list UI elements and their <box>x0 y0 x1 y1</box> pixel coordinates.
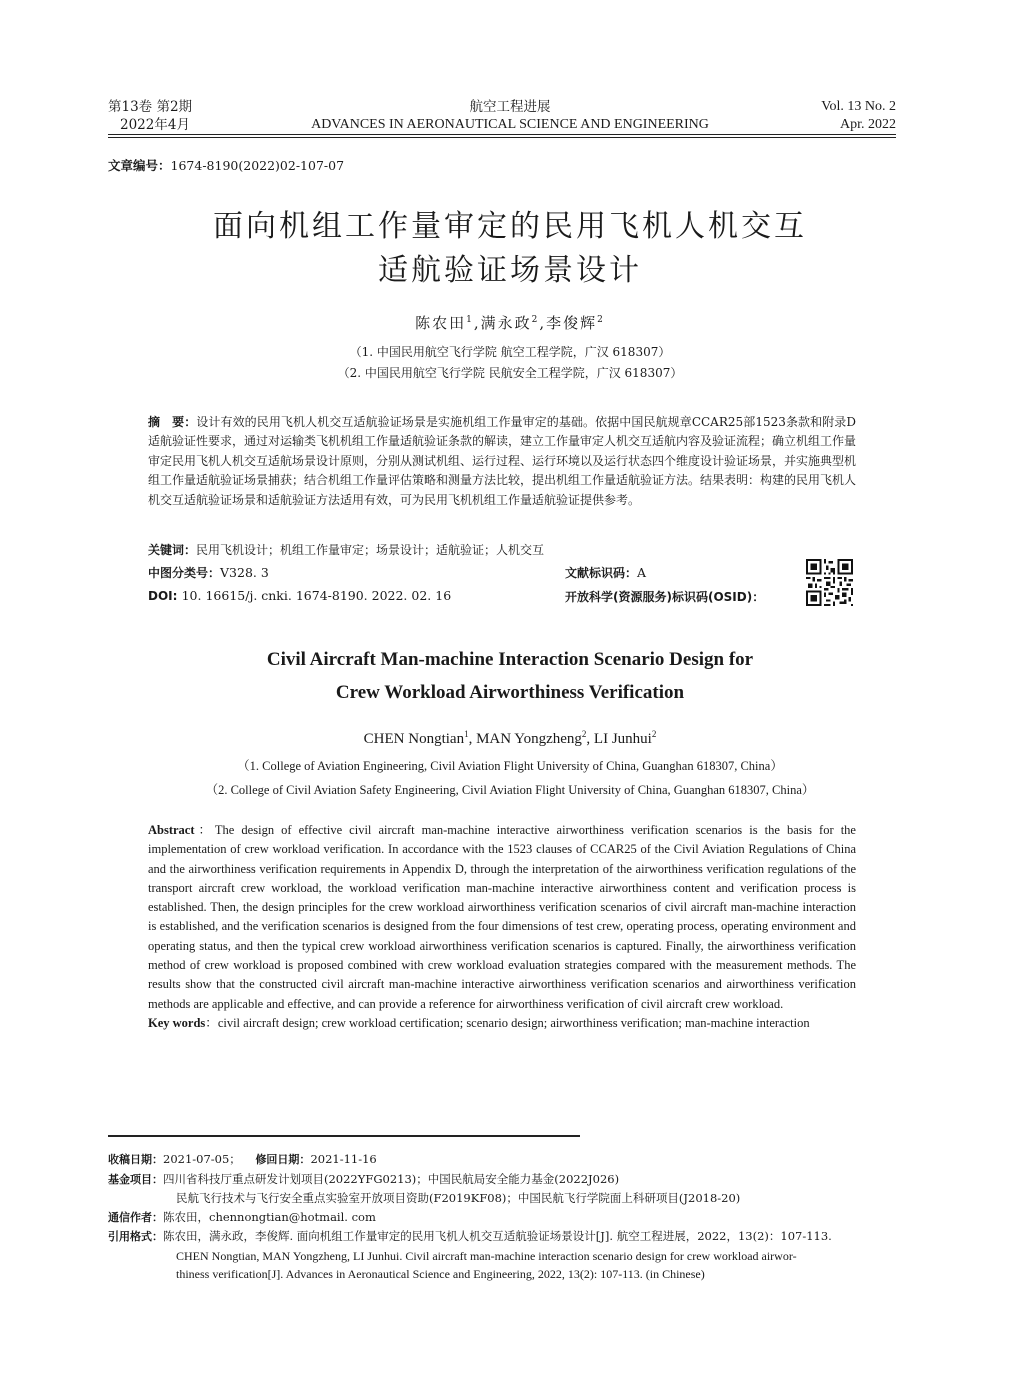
author-en-2-sep: , <box>586 731 594 747</box>
title-cn <box>0 205 1020 293</box>
author-en-2-sup: 2 <box>581 729 587 739</box>
footnote-citation <box>108 1227 898 1247</box>
authors-cn <box>0 312 1020 333</box>
cite-label: 引用格式： <box>108 1230 163 1243</box>
title-cn-line2: 适航验证场景设计 <box>378 253 642 288</box>
author-cn-2-sep: , <box>539 314 547 332</box>
author-cn-1-sep: , <box>473 314 481 332</box>
title-en-line1: Civil Aircraft Man-machine Interaction Scenario Design for <box>266 649 754 670</box>
journal-name-cn: 航空工程进展 <box>469 99 551 115</box>
footnote-fund <box>108 1170 898 1190</box>
cite-line3: thiness verification[J]. Advances in Aeronautical Science and Engineering, 2022, 13(2): 107-113. (in Chinese) <box>176 1267 705 1281</box>
revised-date: 2021-11-16 <box>310 1152 377 1166</box>
title-en <box>0 643 1020 709</box>
doc-code <box>565 564 646 581</box>
affiliation-en-1: （1. College of Aviation Engineering, Civil Aviation Flight University of China, Guanghan 618307, China） <box>237 759 783 773</box>
keywords-cn-label: 关键词： <box>148 543 197 557</box>
header-volume: 第13卷 第2期 <box>108 99 193 115</box>
abstract-cn-label: 摘 要： <box>148 415 197 429</box>
keywords-en: Key words：civil aircraft design; crew workload certification; scenario design; airworthiness verification; man-machine interaction <box>148 1015 810 1030</box>
fund-label: 基金项目： <box>108 1172 163 1186</box>
doi-label: DOI: <box>148 589 182 603</box>
footnote-correspondence <box>108 1208 898 1228</box>
clc-label: 中图分类号： <box>148 566 221 580</box>
doi <box>148 588 451 603</box>
header-left <box>108 98 192 134</box>
header-rule-top <box>108 134 896 135</box>
doc-code-value: A <box>637 565 647 580</box>
doi-value: 10. 16615/j. cnki. 1674-8190. 2022. 02. 16 <box>181 588 452 603</box>
author-cn-2: 满永政 <box>480 314 532 332</box>
osid <box>565 588 764 605</box>
keywords-en-label: Key words <box>148 1015 206 1030</box>
clc <box>148 564 269 581</box>
affiliation-cn-2: （2. 中国民用航空飞行学院 民航安全工程学院，广汉 618307） <box>337 366 683 380</box>
title-cn-line1: 面向机组工作量审定的民用飞机人机交互 <box>213 209 807 244</box>
author-cn-1-sup: 1 <box>466 315 474 325</box>
header-date-cn: 2022年4月 <box>120 117 190 133</box>
keywords-cn <box>148 541 856 560</box>
header-date-en: Apr. 2022 <box>840 117 896 132</box>
qr-code-icon[interactable] <box>806 559 853 606</box>
abstract-en-text: The design of effective civil aircraft man-machine interactive airworthiness verification scenarios is the basis for the implementation of crew workload verification. In accordance with the 1523 clauses of CCAR25 of the Civil Aviation Regulations of China and the airworthiness verification requirements in Appendix D, through the interpretation of the airworthiness verification regulations of the transport aircraft crew workload, the workload verification man-machine interactive airworthiness content and verification process is established. Then, the design principles for the crew workload airworthiness verification scenarios of civil aircraft man-machine interaction is established, and the verification scenarios is designed from the four dimensions of test crew, operating process, operating environment and operating status, and then the typical crew workload airworthiness verification scenarios is captured. Finally, the airworthiness verification method of crew workload is proposed combined with crew workload evaluation strategies compared with the measurement methods. The results show that the constructed civil aircraft man-machine interactive airworthiness verification scenarios and airworthiness verification methods are applicable and effective, and can provide a reference for airworthiness verification of civil aircraft crew workload. <box>148 823 856 1011</box>
received-label: 收稿日期： <box>108 1153 163 1166</box>
osid-label: 开放科学(资源服务)标识码(OSID)： <box>565 590 765 604</box>
author-en-1-sep: , <box>468 731 477 747</box>
author-en-2: MAN Yongzheng <box>476 731 582 747</box>
abstract-en-label: Abstract <box>148 823 195 837</box>
footnote-rule <box>108 1135 580 1137</box>
title-en-line2: Crew Workload Airworthiness Verification <box>335 682 685 703</box>
revised-label: 修回日期： <box>255 1153 311 1166</box>
author-en-1: CHEN Nongtian <box>363 731 465 747</box>
author-en-3-sup: 2 <box>651 729 657 739</box>
clc-value: V328. 3 <box>220 565 269 580</box>
header-vol-en: Vol. 13 No. 2 <box>821 99 896 114</box>
authors-en <box>0 729 1020 748</box>
author-en-1-sup: 1 <box>464 729 469 739</box>
keywords-en-text: civil aircraft design; crew workload certification; scenario design; airworthiness verification; man-machine interaction <box>217 1015 810 1030</box>
affiliations-en <box>0 754 1020 802</box>
header-right <box>821 98 896 134</box>
affiliations-cn <box>0 342 1020 384</box>
article-number-value: 1674-8190(2022)02-107-07 <box>170 158 345 173</box>
fund-line2: 民航飞行技术与飞行安全重点实验室开放项目资助(F2019KF08)；中国民航飞行学院面上科研项目(J2018-20) <box>176 1191 741 1205</box>
received-date: 2021-07-05； <box>163 1152 241 1166</box>
article-number-label: 文章编号： <box>108 158 171 173</box>
header-center <box>260 98 760 134</box>
keywords-cn-text: 民用飞机设计；机组工作量审定；场景设计；适航验证；人机交互 <box>196 543 545 557</box>
footnotes <box>108 1150 898 1284</box>
header-rule-bottom <box>108 137 896 138</box>
cite-line1: 陈农田，满永政，李俊辉. 面向机组工作量审定的民用飞机人机交互适航验证场景设计[J]. 航空工程进展，2022，13(2)：107-113. <box>163 1229 832 1243</box>
affiliation-en-2: （2. College of Civil Aviation Safety Engineering, Civil Aviation Flight University of China, Guanghan 618307, China） <box>205 783 815 797</box>
affiliation-cn-1: （1. 中国民用航空飞行学院 航空工程学院，广汉 618307） <box>349 345 671 359</box>
abstract-cn-text: 设计有效的民用飞机人机交互适航验证场景是实施机组工作量审定的基础。依据中国民航规章CCAR25部1523条款和附录D适航验证性要求，通过对运输类飞机机组工作量适航验证条款的解读，建立工作量审定人机交互适航内容及验证流程；确立机组工作量审定民用飞机人机交互适航场景设计原则，分别从测试机组、运行过程、运行环境以及运行状态四个维度设计验证场景，并实施典型机组工作量适航验证场景捕获；结合机组工作量评估策略和测量方法比较，提出机组工作量适航验证方法。结果表明：构建的民用飞机人机交互适航验证场景和适航验证方法适用有效，可为民用飞机机组工作量适航验证提供参考。 <box>148 415 857 507</box>
footnote-dates <box>108 1150 898 1170</box>
fund-line1: 四川省科技厅重点研发计划项目(2022YFG0213)；中国民航局安全能力基金(2022J026) <box>163 1171 620 1186</box>
author-cn-3-sup: 2 <box>597 315 605 325</box>
article-number <box>108 156 344 174</box>
author-cn-2-sup: 2 <box>531 315 540 325</box>
corr-label: 通信作者： <box>108 1210 163 1224</box>
journal-name-en: ADVANCES IN AERONAUTICAL SCIENCE AND ENGINEERING <box>311 117 709 132</box>
corr-text: 陈农田，chennongtian@hotmail. com <box>163 1209 376 1224</box>
cite-line2: CHEN Nongtian, MAN Yongzheng, LI Junhui. Civil aircraft man-machine interaction scenario design for crew workload airwor- <box>176 1248 797 1263</box>
author-cn-3: 李俊辉 <box>546 314 598 332</box>
author-en-3: LI Junhui <box>593 731 652 747</box>
author-cn-1: 陈农田 <box>415 314 467 332</box>
abstract-en: Abstract：The design of effective civil aircraft man-machine interactive airworthiness verification scenarios is the basis for the implementation of crew workload verification. In accordance with the 1523 clauses of CCAR25 of the Civil Aviation Regulations of China and the airworthiness verification requirements in Appendix D, through the interpretation of the airworthiness verification regulations of the transport aircraft crew workload, the workload verification man-machine interactive airworthiness content and verification process is established. Then, the design principles for the crew workload airworthiness verification scenarios of civil aircraft man-machine interaction is established, and the verification scenarios is designed from the four dimensions of test crew, operating process, operating environment and operating status, and then the typical crew workload airworthiness verification scenarios is captured. Finally, the airworthiness verification method of crew workload is proposed combined with crew workload evaluation strategies compared with the measurement methods. The results show that the constructed civil aircraft man-machine interactive airworthiness verification scenarios and airworthiness verification methods are applicable and effective, and can provide a reference for airworthiness verification of civil aircraft crew workload. Key words：civil aircraft design; crew workload certification; scenario design; airworthiness verification; man-machine interaction <box>148 821 856 1033</box>
doc-code-label: 文献标识码： <box>565 566 638 580</box>
abstract-cn <box>148 413 856 510</box>
